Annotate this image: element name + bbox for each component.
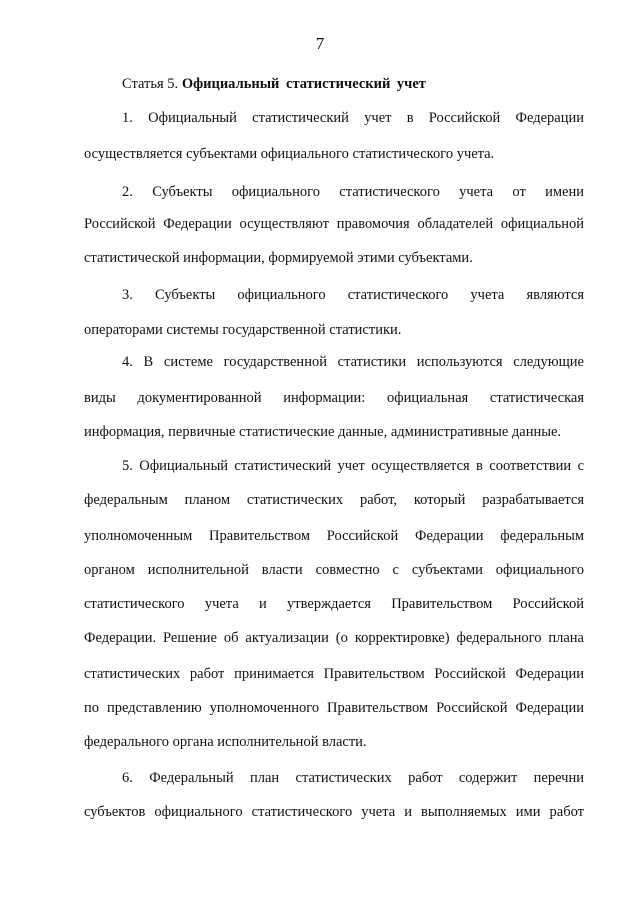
text-line: статистической информации, формируемой этими субъектами. <box>84 250 473 266</box>
text-line: 5. Официальный статистический учет осуществляется в соответствии с <box>122 458 584 474</box>
text-line: осуществляется субъектами официального статистического учета. <box>84 146 495 162</box>
text-line: Российской Федерации осуществляют правомочия обладателей официальной <box>84 216 584 232</box>
text-line: субъектов официального статистического учета и выполняемых ими работ <box>84 804 584 820</box>
text-line: операторами системы государственной статистики. <box>84 322 402 338</box>
article-title: Официальный статистический учет <box>181 76 426 92</box>
text-line: Федерации. Решение об актуализации (о корректировке) федерального плана <box>84 630 584 646</box>
text-line: 3. Субъекты официального статистического учета являются <box>122 287 584 303</box>
text-line: статистического учета и утверждается Правительством Российской <box>84 596 584 612</box>
text-line: органом исполнительной власти совместно с субъектами официального <box>84 562 584 578</box>
text-line: федеральным планом статистических работ, который разрабатывается <box>84 492 584 508</box>
text-line: статистических работ принимается Правительством Российской Федерации <box>84 666 584 682</box>
page-number: 7 <box>315 34 325 53</box>
text-line: 1. Официальный статистический учет в Российской Федерации <box>122 110 584 126</box>
text-line: уполномоченным Правительством Российской Федерации федеральным <box>84 528 584 544</box>
text-line: по представлению уполномоченного Правительством Российской Федерации <box>84 700 584 716</box>
text-line: 2. Субъекты официального статистического учета от имени <box>122 184 584 200</box>
text-line: 4. В системе государственной статистики используются следующие <box>122 354 584 370</box>
article-prefix: Статья 5. <box>122 76 182 92</box>
text-line: виды документированной информации: официальная статистическая <box>84 390 584 406</box>
text-line: 6. Федеральный план статистических работ содержит перечни <box>122 770 584 786</box>
text-line: информация, первичные статистические данные, административные данные. <box>84 424 562 440</box>
text-line: федерального органа исполнительной власти. <box>84 734 367 750</box>
